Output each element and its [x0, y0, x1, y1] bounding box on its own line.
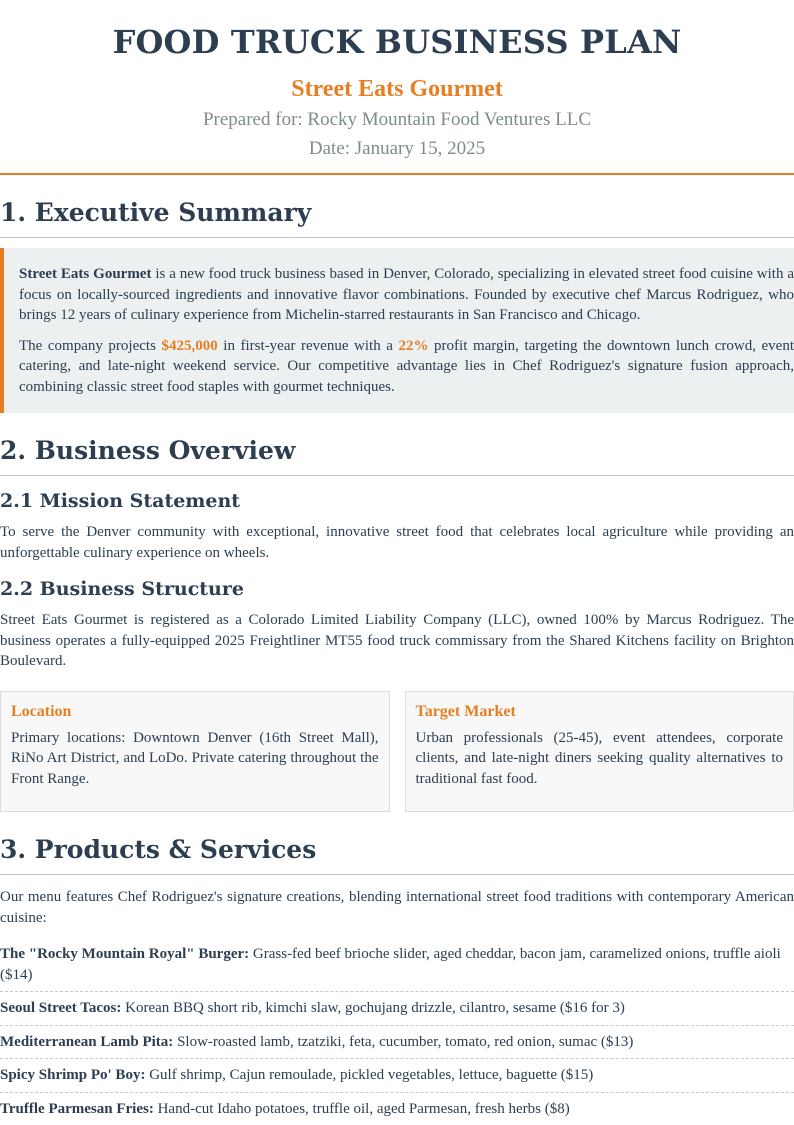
section-heading-business-overview: 2. Business Overview — [0, 433, 794, 476]
menu-item — [0, 944, 794, 992]
structure-text: Street Eats Gourmet is registered as a Colorado Limited Liability Company (LLC), owned 100% by Marcus Rodriguez. The business operates a fully-equipped 2025 Freightliner MT55 food truck commissary from the Shared Kitchens facility on Brighton Boulevard. — [0, 610, 794, 672]
business-overview-section — [0, 433, 794, 812]
summary-paragraph-1 — [19, 264, 794, 326]
menu-item-name: Mediterranean Lamb Pita: — [0, 1034, 173, 1050]
company-name: Street Eats Gourmet — [0, 74, 794, 104]
menu-item — [0, 1059, 794, 1093]
menu-item-name: Spicy Shrimp Po' Boy: — [0, 1067, 145, 1083]
menu-item-name: The "Rocky Mountain Royal" Burger: — [0, 946, 249, 962]
menu-item — [0, 1093, 794, 1125]
summary-paragraph-2 — [19, 336, 794, 398]
menu-item-description: Slow-roasted lamb, tzatziki, feta, cucumber, tomato, red onion, sumac ($13) — [173, 1034, 633, 1050]
menu-item-description: Gulf shrimp, Cajun remoulade, pickled vegetables, lettuce, baguette ($15) — [145, 1067, 593, 1083]
location-card — [0, 691, 390, 813]
menu-item-name: Truffle Parmesan Fries: — [0, 1101, 154, 1117]
summary-text-2c: profit margin, targeting the downtown lunch crowd, event catering, and late-night weekend service. Our competitive advantage lies in Chef Rodriguez's signature fusion approach, combining classic street food staples with gourmet techniques. — [19, 338, 794, 395]
mission-heading: 2.1 Mission Statement — [0, 488, 794, 514]
menu-item-description: Grass-fed beef brioche slider, aged cheddar, bacon jam, caramelized onions, truffle aioli ($14) — [0, 946, 781, 983]
revenue-highlight: $425,000 — [161, 338, 217, 354]
document-date: Date: January 15, 2025 — [0, 135, 794, 163]
products-intro: Our menu features Chef Rodriguez's signature creations, blending international street food traditions with contemporary American cuisine: — [0, 887, 794, 928]
target-market-card-title: Target Market — [416, 702, 784, 722]
summary-text-1: is a new food truck business based in Denver, Colorado, specializing in elevated street food cuisine with a focus on locally-sourced ingredients and innovative flavor combinations. Founded by executive chef Marcus Rodriguez, who brings 12 years of culinary experience from Michelin-starred restaurants in San Francisco and Chicago. — [19, 266, 794, 323]
menu-item-description: Hand-cut Idaho potatoes, truffle oil, aged Parmesan, fresh herbs ($8) — [154, 1101, 570, 1117]
section-heading-products: 3. Products & Services — [0, 832, 794, 875]
target-market-card-text: Urban professionals (25-45), event attendees, corporate clients, and late-night diners seeking quality alternatives to traditional fast food. — [416, 728, 784, 790]
summary-box — [0, 248, 794, 413]
section-heading-executive-summary: 1. Executive Summary — [0, 195, 794, 238]
menu-item — [0, 1026, 794, 1060]
target-market-card — [405, 691, 794, 813]
summary-text-2b: in first-year revenue with a — [218, 338, 399, 354]
menu-item-name: Seoul Street Tacos: — [0, 1000, 121, 1016]
location-card-text: Primary locations: Downtown Denver (16th Street Mall), RiNo Art District, and LoDo. Private catering throughout the Front Range. — [11, 728, 379, 790]
document-header — [0, 0, 794, 175]
executive-summary-section — [0, 195, 794, 413]
products-section — [0, 832, 794, 1125]
location-card-title: Location — [11, 702, 379, 722]
menu-item-description: Korean BBQ short rib, kimchi slaw, gochujang drizzle, cilantro, sesame ($16 for 3) — [121, 1000, 624, 1016]
prepared-for: Prepared for: Rocky Mountain Food Ventures LLC — [0, 106, 794, 134]
mission-text: To serve the Denver community with exceptional, innovative street food that celebrates local agriculture while providing an unforgettable culinary experience on wheels. — [0, 522, 794, 563]
menu-item — [0, 992, 794, 1026]
info-card-grid — [0, 691, 794, 813]
document-title: FOOD TRUCK BUSINESS PLAN — [0, 22, 794, 62]
margin-highlight: 22% — [399, 338, 429, 354]
menu-list — [0, 944, 794, 1125]
summary-text-2a: The company projects — [19, 338, 161, 354]
company-name-bold: Street Eats Gourmet — [19, 266, 151, 282]
structure-heading: 2.2 Business Structure — [0, 576, 794, 602]
